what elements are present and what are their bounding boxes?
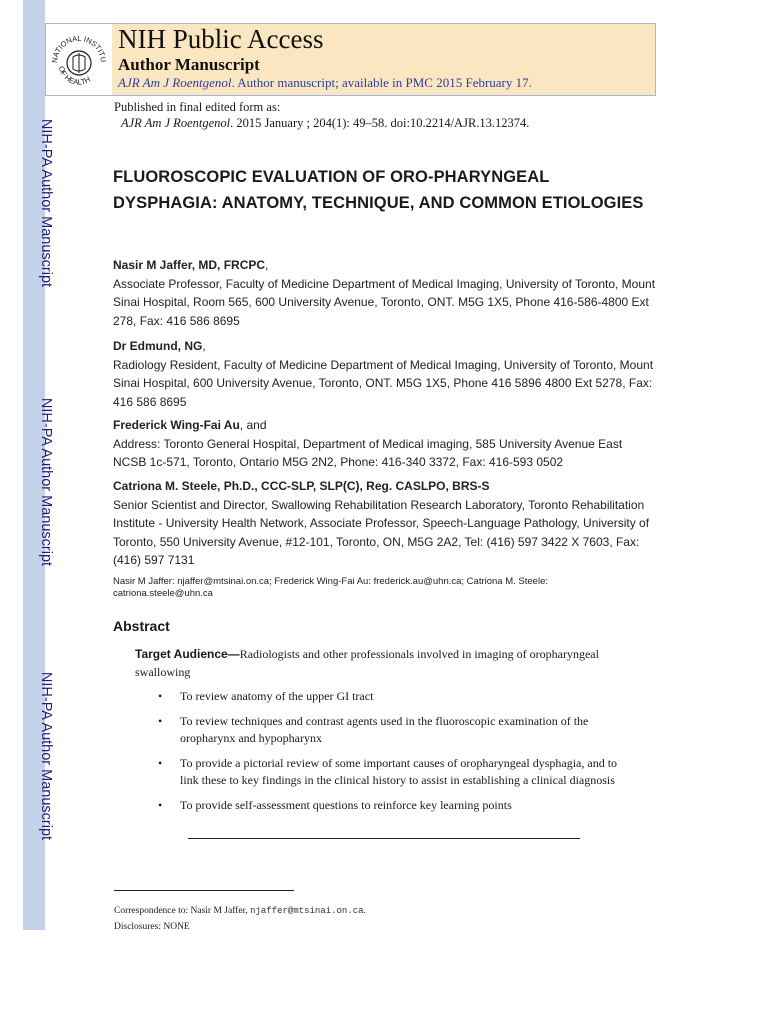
list-item bbox=[158, 755, 638, 790]
sidebar-label: NIH-PA Author Manuscript bbox=[37, 397, 54, 567]
bullet-icon: • bbox=[158, 797, 163, 812]
abstract-heading: Abstract bbox=[113, 618, 170, 634]
header-subtitle: Author Manuscript bbox=[118, 55, 260, 74]
sidebar-label: NIH-PA Author Manuscript bbox=[37, 671, 54, 841]
author-affiliation: Address: Toronto General Hospital, Department of Medical imaging, 585 University Avenue East NCSB 1c-571, Toronto, Ontario M5G 2N2, Phone: 416-340 3372, Fax: 416-593 0502 bbox=[113, 436, 623, 469]
author-affiliation: Associate Professor, Faculty of Medicine Department of Medical Imaging, University of Toronto, Mount Sinai Hospital, Room 565, 600 University Avenue, Toronto, ONT. M5G 1X5, Phone 416-586-4800 Ext 278, Fax: 416 586 8695 bbox=[113, 276, 656, 328]
footnotes bbox=[114, 903, 366, 935]
divider bbox=[188, 838, 580, 839]
target-audience bbox=[135, 645, 635, 681]
correspondence-email-link[interactable]: njaffer@mtsinai.on.ca bbox=[250, 906, 364, 916]
bullet-text: To provide self-assessment questions to reinforce key learning points bbox=[180, 797, 512, 812]
published-block bbox=[114, 99, 529, 131]
header-journal-line bbox=[118, 75, 532, 91]
list-item bbox=[158, 797, 638, 815]
correspondence-label: Correspondence to: Nasir M Jaffer, bbox=[114, 906, 251, 916]
footnote-divider bbox=[114, 890, 294, 891]
seal-text-bottom: OF HEALTH bbox=[56, 65, 92, 87]
journal-name: AJR Am J Roentgenol bbox=[118, 75, 232, 90]
author-name: Frederick Wing-Fai Au bbox=[113, 418, 240, 432]
correspondence-end: . bbox=[363, 906, 366, 916]
author-block bbox=[113, 256, 658, 330]
author-block bbox=[113, 416, 658, 472]
author-affiliation: Senior Scientist and Director, Swallowing Rehabilitation Research Laboratory, Toronto Rehabilitation Institute - University Health Network, Associate Professor, Speech-Language Pathology, University of Toronto, 550 University Avenue, #12-101, Toronto, ON, M5G 2A2, Tel: (416) 597 3422 X 7603, Fax: (416) 597 7131 bbox=[113, 497, 650, 567]
seal-text-top: NATIONAL INSTITU bbox=[49, 33, 109, 64]
author-block bbox=[113, 477, 658, 570]
sidebar-label: NIH-PA Author Manuscript bbox=[37, 118, 54, 288]
author-block bbox=[113, 337, 658, 411]
abstract-bullet-list bbox=[158, 688, 638, 821]
published-label: Published in final edited form as: bbox=[114, 100, 281, 114]
bullet-text: To review anatomy of the upper GI tract bbox=[180, 689, 374, 703]
published-journal: AJR Am J Roentgenol bbox=[121, 116, 231, 130]
header-title: NIH Public Access bbox=[118, 24, 324, 54]
availability-text: . Author manuscript; available in PMC 2015 February 17. bbox=[231, 75, 532, 90]
bullet-icon: • bbox=[158, 755, 163, 770]
published-details: . 2015 January ; 204(1): 49–58. doi:10.2214/AJR.13.12374. bbox=[230, 116, 530, 130]
author-suffix: , and bbox=[239, 418, 267, 432]
disclosures-note: Disclosures: NONE bbox=[114, 922, 190, 932]
list-item bbox=[158, 688, 638, 706]
correspondence-note bbox=[114, 903, 366, 919]
target-audience-text: Radiologists and other professionals involved in imaging of oropharyngeal swallowing bbox=[135, 647, 599, 679]
author-name: Dr Edmund, NG bbox=[113, 339, 203, 353]
author-name: Catriona M. Steele, Ph.D., CCC-SLP, SLP(C), Reg. CASLPO, BRS-S bbox=[113, 479, 490, 493]
author-name: Nasir M Jaffer, MD, FRCPC bbox=[113, 258, 266, 272]
author-affiliation: Radiology Resident, Faculty of Medicine Department of Medical Imaging, University of Toronto, Mount Sinai Hospital, 600 University Avenue, Toronto, ONT. M5G 1X5, Phone 416 5896 4800 Ext 5278, Fax: 416 586 8695 bbox=[113, 357, 654, 409]
author-emails: Nasir M Jaffer: njaffer@mtsinai.on.ca; Frederick Wing-Fai Au: frederick.au@uhn.ca; Catriona M. Steele: catriona.steele@uhn.ca bbox=[113, 576, 548, 599]
author-suffix: , bbox=[202, 339, 206, 353]
bullet-text: To provide a pictorial review of some important causes of oropharyngeal dysphagia, and to link these to key findings in the clinical history to assist in establishing a clinical diagnosis bbox=[180, 755, 618, 787]
bullet-icon: • bbox=[158, 689, 163, 703]
author-suffix: , bbox=[265, 258, 269, 272]
bullet-text: To review techniques and contrast agents used in the fluoroscopic examination of the oropharynx and hypopharynx bbox=[180, 713, 589, 745]
list-item bbox=[158, 713, 638, 748]
bullet-icon: • bbox=[158, 713, 163, 728]
published-citation bbox=[114, 115, 529, 131]
target-audience-label: Target Audience— bbox=[135, 647, 240, 661]
paper-title: FLUOROSCOPIC EVALUATION OF ORO-PHARYNGEAL DYSPHAGIA: ANATOMY, TECHNIQUE, AND COMMON ETIOLOGIES bbox=[113, 168, 644, 212]
